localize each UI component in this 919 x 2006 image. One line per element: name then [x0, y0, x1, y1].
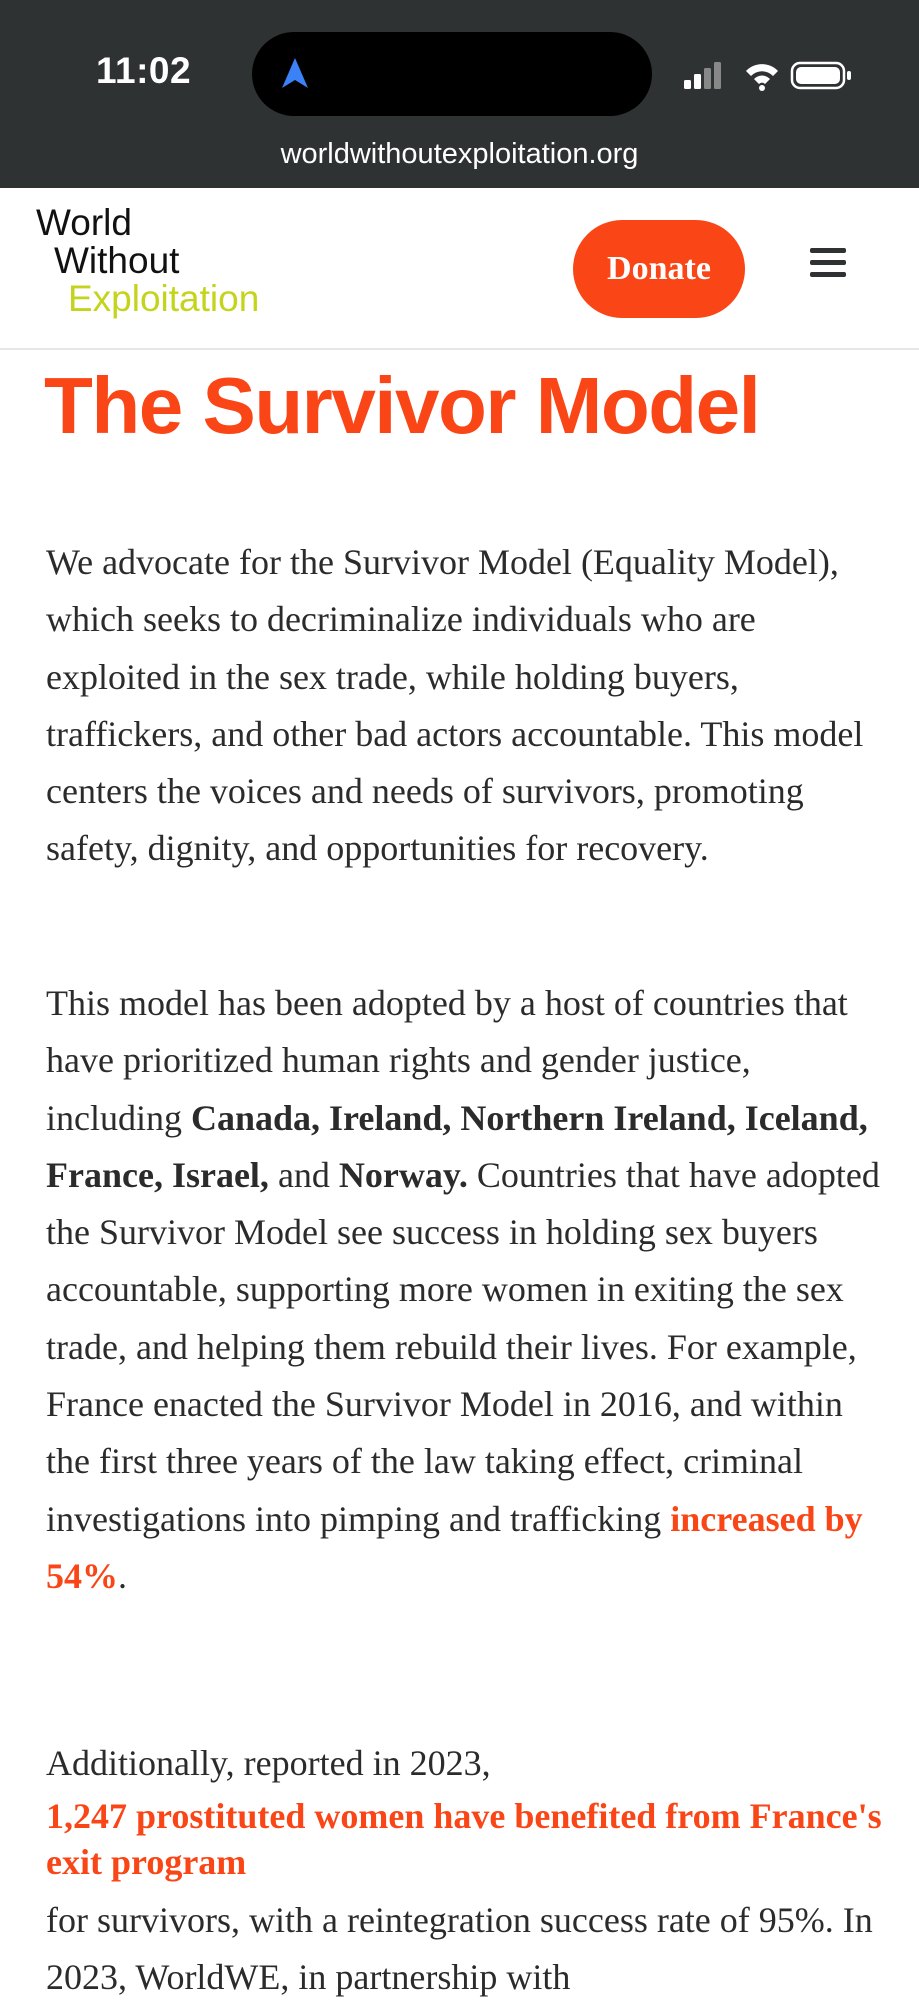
site-logo[interactable]	[36, 204, 259, 318]
additionally-text: Additionally, reported in 2023,	[46, 1743, 491, 1783]
adoption-and: and	[268, 1154, 339, 1195]
site-header	[0, 188, 919, 350]
dynamic-island	[252, 32, 652, 116]
intro-paragraph: We advocate for the Survivor Model (Equality Model), which seeks to decriminalize individuals who are exploited in the sex trade, while holding buyers, traffickers, and other bad actors accountable. This model centers the voices and needs of survivors, promoting safety, dignity, and opportunities for recovery.	[46, 542, 864, 869]
countries-list: Canada, Ireland, Northern Ireland, Iceland, France, Israel,	[46, 1097, 868, 1195]
adoption-text-rest: Countries that have adopted the Survivor Model see success in holding sex buyers accountable, supporting more women in exiting the sex trade, and helping them rebuild their lives. For example, France enacted the Survivor Model in 2016, and within the first three years of the law taking effect, criminal investigations into pimping and trafficking	[46, 1154, 880, 1539]
hamburger-menu-icon[interactable]	[810, 248, 846, 278]
exit-program-link[interactable]: 1,247 prostituted women have benefited from France's exit program	[46, 1796, 882, 1882]
country-norway: Norway.	[338, 1154, 468, 1195]
location-arrow-icon	[278, 56, 312, 90]
url-bar[interactable]: worldwithoutexploitation.org	[280, 138, 639, 170]
adoption-text-end: .	[118, 1555, 127, 1596]
logo-line-exploitation: Exploitation	[68, 278, 260, 319]
battery-icon	[792, 63, 851, 88]
logo-line-world: World	[36, 202, 132, 243]
increased-by-link[interactable]: increased by 54%	[46, 1498, 863, 1596]
cellular-signal-icon	[684, 62, 721, 89]
wifi-icon	[746, 64, 778, 91]
donate-button[interactable]: Donate	[573, 220, 745, 318]
reintegration-text: for survivors, with a reintegration success rate of 95%. In 2023, WorldWE, in partnership with	[46, 1900, 873, 1997]
logo-line-without: Without	[54, 240, 180, 281]
status-time: 11:02	[96, 50, 192, 91]
status-icons	[684, 58, 854, 92]
status-bar	[0, 0, 919, 188]
adoption-paragraph	[46, 975, 886, 1605]
page-title: The Survivor Model	[44, 361, 760, 450]
adoption-text-start: This model has been adopted by a host of countries that have prioritized human rights and gender justice, including	[46, 983, 848, 1138]
